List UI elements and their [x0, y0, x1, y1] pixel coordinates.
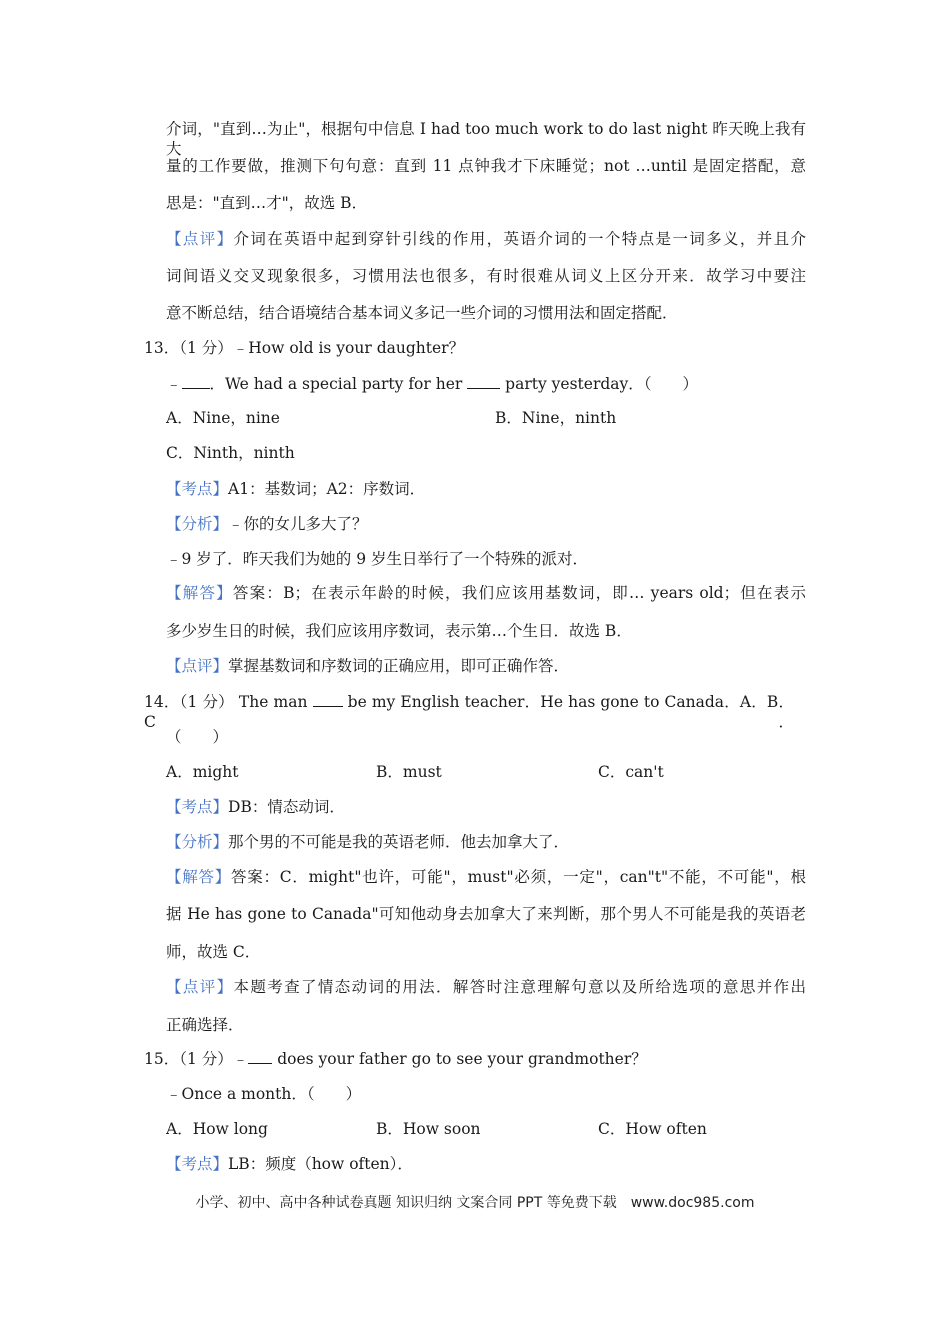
question-15-line2: ﹣Once a month．（ ）	[166, 1085, 362, 1103]
comment-tag: 【点评】	[166, 657, 229, 675]
point-line: 【考点】LB：频度（how often）．	[166, 1155, 413, 1173]
option-c: C．How often	[598, 1120, 707, 1138]
comment-line	[166, 229, 806, 249]
question-score: （1 分）	[179, 693, 234, 711]
point-tag: 【考点】	[166, 1155, 229, 1173]
point-line: 【考点】DB：情态动词．	[166, 798, 345, 816]
option-b: B．must	[376, 763, 442, 781]
answer-line: 多少岁生日的时候，我们应该用序数词，表示第…个生日．故选 B．	[166, 622, 632, 640]
analysis-line: 【分析】﹣你的女儿多大了？	[166, 515, 368, 533]
explanation-line: 介词，"直到…为止"，根据句中信息 I had too much work to do last night 昨天晚上我有大	[166, 120, 806, 158]
analysis-line: ﹣9 岁了．昨天我们为她的 9 岁生日举行了一个特殊的派对．	[166, 550, 589, 568]
comment-tag: 【点评】	[166, 978, 234, 996]
option-b: B．Nine，ninth	[495, 409, 617, 427]
option-a: A．Nine，nine	[166, 409, 280, 427]
point-tag: 【考点】	[166, 798, 229, 816]
analysis-tag: 【分析】	[166, 515, 229, 533]
question-number: 15．	[144, 1050, 180, 1068]
answer-line: 据 He has gone to Canada"可知他动身去加拿大了来判断，那个男人不可能是我的英语老	[166, 905, 806, 923]
page-footer: 小学、初中、高中各种试卷真题 知识归纳 文案合同 PPT 等免费下载 www.doc985.com	[195, 1195, 755, 1211]
comment-line: 意不断总结，结合语境结合基本词义多记一些介词的习惯用法和固定搭配．	[166, 304, 678, 322]
option-a: A．might	[166, 763, 239, 781]
question-13-line2: ﹣ ．We had a special party for her party yesterday．（ ）	[166, 375, 699, 393]
comment-line: 正确选择．	[166, 1016, 244, 1034]
answer-blank	[182, 373, 210, 389]
option-c: C．can't	[598, 763, 664, 781]
answer-tag: 【解答】	[166, 868, 231, 886]
option-c: C．Ninth，ninth	[166, 444, 295, 462]
answer-tag: 【解答】	[166, 584, 233, 602]
question-15-stem: 15．（1 分）﹣ does your father go to see your grandmother？	[144, 1050, 647, 1068]
answer-blank	[248, 1048, 272, 1064]
answer-line: 【解答】答案：C．might"也许，可能"，must"必须，一定"，can"t"不能，不可能"，根	[166, 868, 806, 886]
comment-line: 词间语义交叉现象很多，习惯用法也很多，有时很难从词义上区分开来．故学习中要注	[166, 267, 806, 285]
question-number: 13．	[144, 339, 180, 357]
comment-text: 介词在英语中起到穿针引线的作用，英语介词的一个特点是一词多义，并且介	[233, 230, 806, 248]
point-tag: 【考点】	[166, 480, 229, 498]
answer-line: 【解答】答案：B；在表示年龄的时候，我们应该用基数词，即… years old；但在表示	[166, 584, 806, 602]
answer-line: 师，故选 C．	[166, 943, 261, 961]
comment-tag: 【点评】	[166, 230, 234, 248]
explanation-line: 思是："直到…才"，故选 B．	[166, 194, 368, 212]
analysis-line: 【分析】那个男的不可能是我的英语老师．他去加拿大了．	[166, 833, 570, 851]
question-14-paren: （ ）	[166, 728, 229, 746]
option-a: A．How long	[166, 1120, 268, 1138]
comment-line: 【点评】本题考查了情态动词的用法．解答时注意理解句意以及所给选项的意思并作出	[166, 978, 806, 996]
comment-line: 【点评】掌握基数词和序数词的正确应用，即可正确作答．	[166, 657, 570, 675]
question-14-stem: 14．（1 分） The man be my English teacher．He has gone to Canada．A．B．C．	[144, 693, 794, 731]
question-text: ﹣How old is your daughter？	[232, 339, 465, 357]
question-score: （1 分）	[179, 339, 233, 357]
answer-blank	[467, 373, 500, 389]
question-number: 14．	[144, 693, 180, 711]
question-score: （1 分）	[179, 1050, 233, 1068]
point-line: 【考点】A1：基数词；A2：序数词．	[166, 480, 426, 498]
option-b: B．How soon	[376, 1120, 481, 1138]
explanation-line: 量的工作要做，推测下句句意：直到 11 点钟我才下床睡觉；not …until 是固定搭配，意	[166, 157, 806, 175]
question-13-stem	[144, 338, 464, 358]
answer-blank	[313, 691, 343, 707]
analysis-tag: 【分析】	[166, 833, 229, 851]
